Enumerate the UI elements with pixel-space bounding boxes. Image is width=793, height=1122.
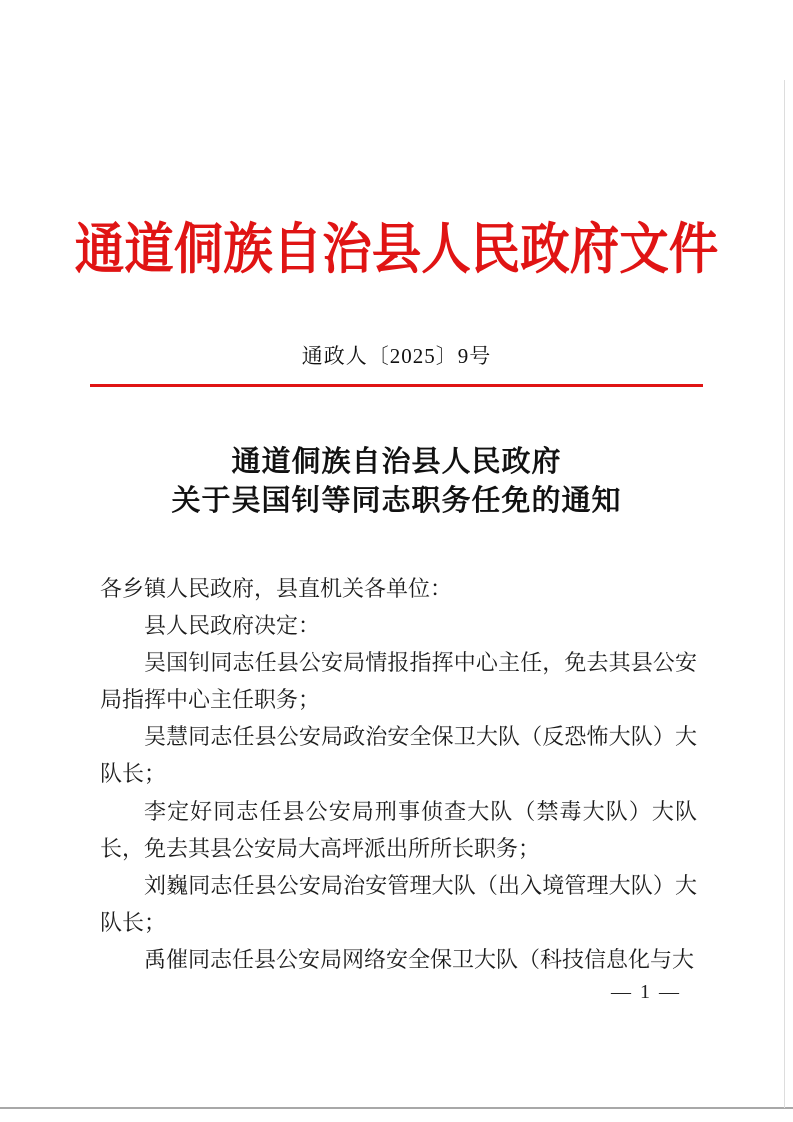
paragraph-appointment-3: 李定好同志任县公安局刑事侦查大队（禁毒大队）大队长，免去其县公安局大高坪派出所所长职务； <box>100 798 697 861</box>
masthead-title: 通道侗族自治县人民政府文件 <box>74 219 719 280</box>
paragraph-appointment-1: 吴国钊同志任县公安局情报指挥中心主任，免去其县公安局指挥中心主任职务； <box>100 650 697 713</box>
page-number: — 1 — <box>611 981 681 1003</box>
scan-edge-right <box>784 80 785 1108</box>
document-number: 通政人〔2025〕9号 <box>301 344 492 368</box>
paragraph-appointment-2: 吴慧同志任县公安局政治安全保卫大队（反恐怖大队）大队长； <box>100 724 697 787</box>
document-title <box>0 443 793 521</box>
document-title-line1: 通道侗族自治县人民政府 <box>231 446 562 478</box>
paragraph-decision: 县人民政府决定： <box>144 613 321 639</box>
salutation: 各乡镇人民政府，县直机关各单位： <box>100 576 453 601</box>
paragraph-appointment-5: 禹催同志任县公安局网络安全保卫大队（科技信息化与大 <box>144 946 695 972</box>
scan-edge-bottom <box>0 1107 793 1109</box>
paragraph-appointment-4: 刘巍同志任县公安局治安管理大队（出入境管理大队）大队长； <box>100 872 697 935</box>
document-title-line2: 关于吴国钊等同志职务任免的通知 <box>171 485 622 517</box>
document-body <box>100 570 697 978</box>
red-separator-rule <box>90 384 703 387</box>
